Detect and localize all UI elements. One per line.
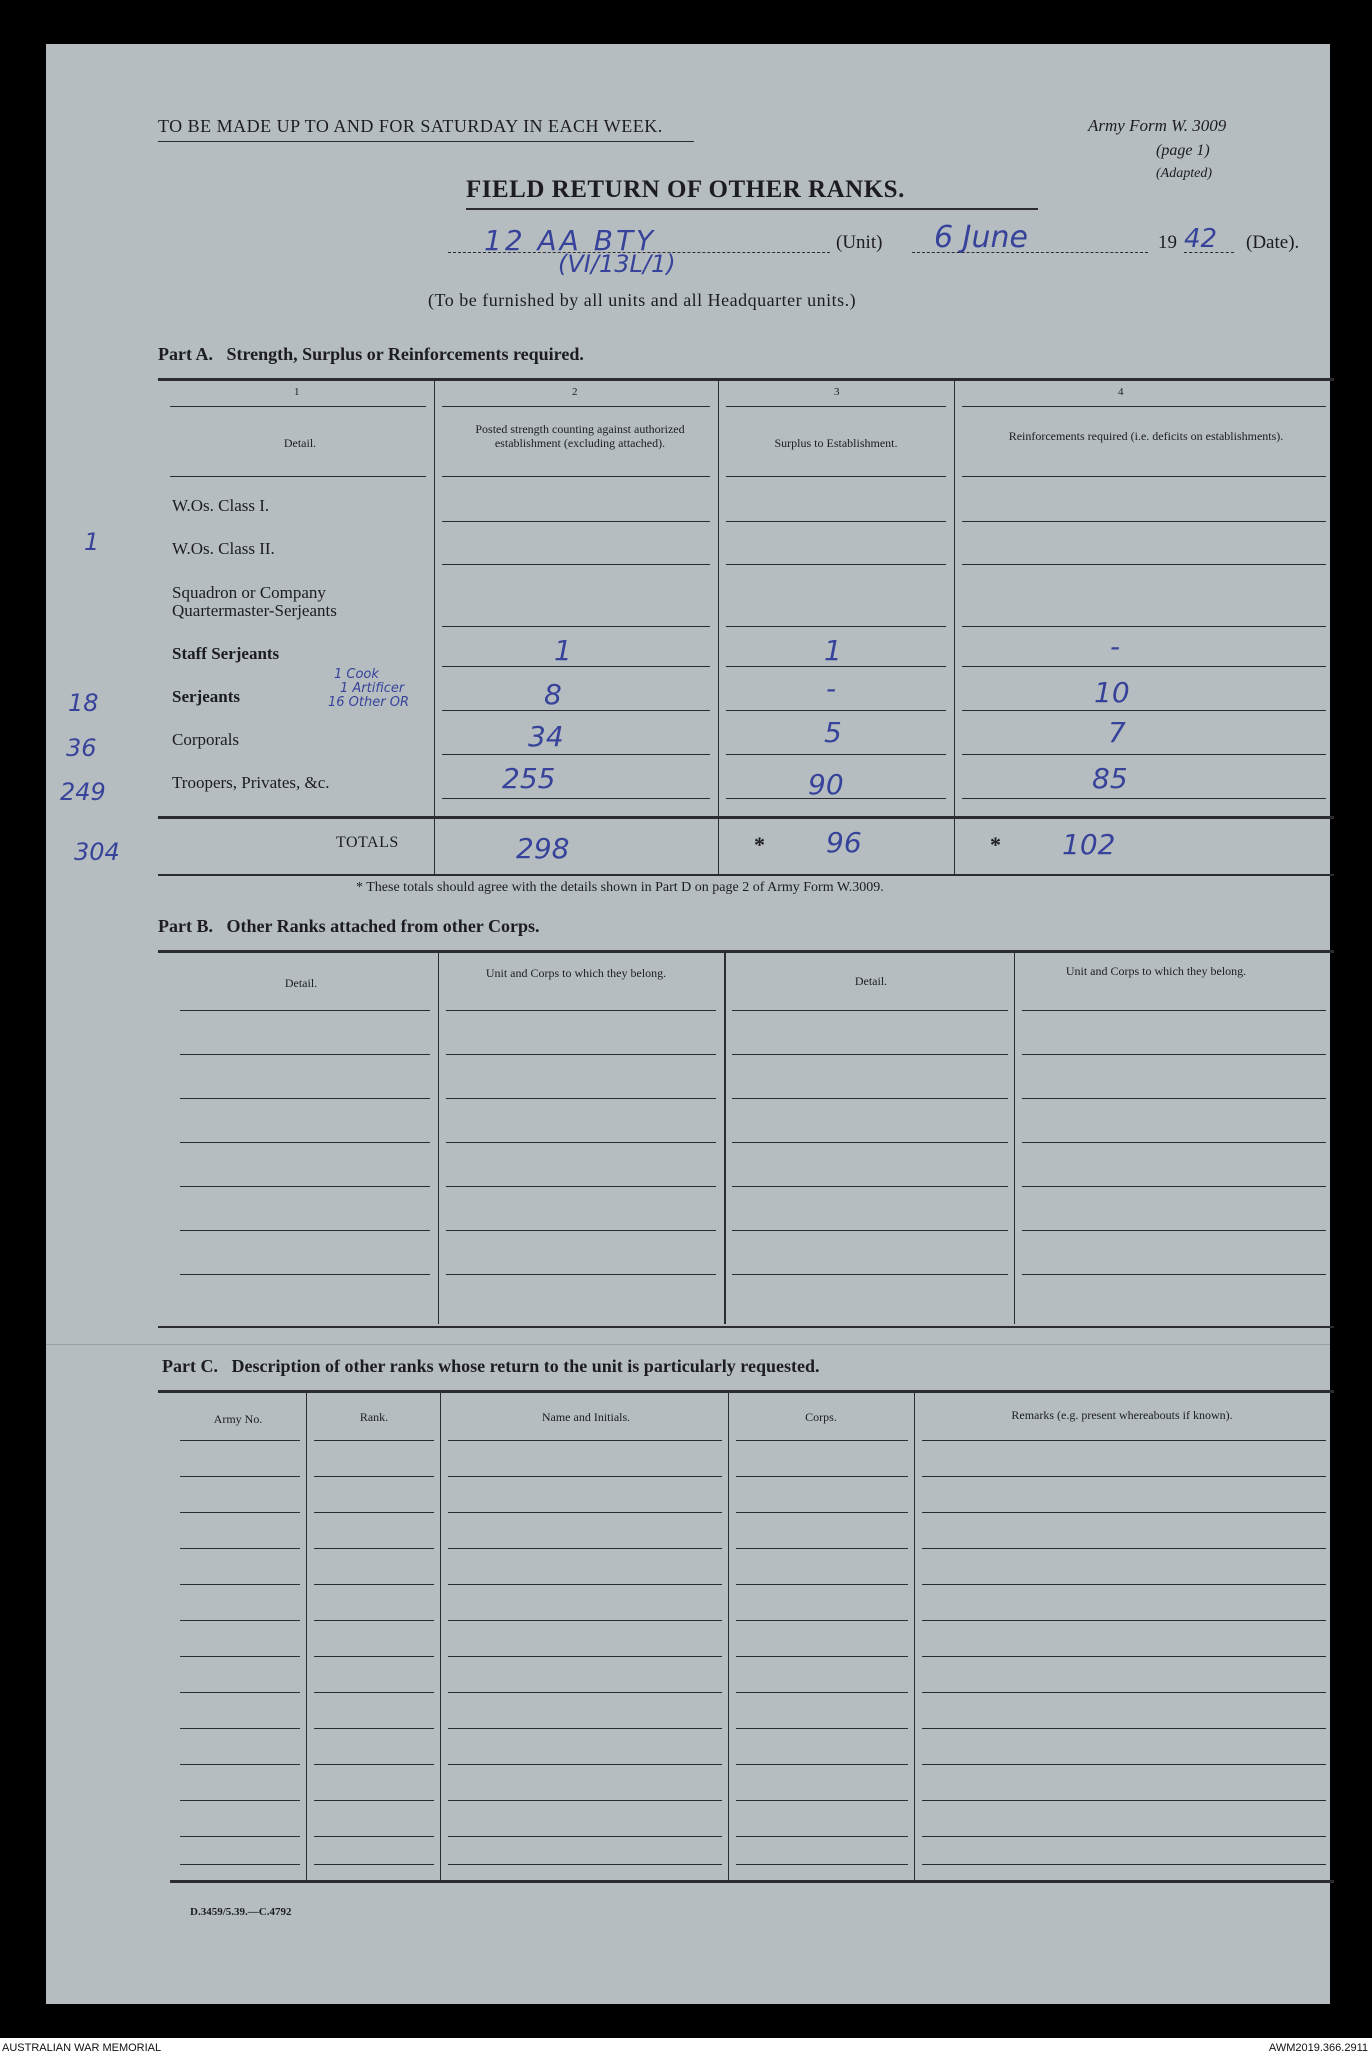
ruled-line bbox=[922, 1864, 1326, 1865]
row-rule bbox=[726, 710, 946, 711]
ruled-line bbox=[314, 1620, 434, 1621]
reinforcement-total: 102 bbox=[1062, 828, 1116, 861]
ruled-line bbox=[180, 1010, 430, 1011]
ruled-line bbox=[1022, 1054, 1326, 1055]
ruled-line bbox=[314, 1584, 434, 1585]
ruled-line bbox=[180, 1656, 300, 1657]
ruled-line bbox=[180, 1584, 300, 1585]
header-bottom-rule bbox=[726, 476, 946, 477]
ruled-line bbox=[180, 1142, 430, 1143]
ruled-line bbox=[446, 1274, 716, 1275]
row-rule bbox=[442, 754, 710, 755]
ruled-line bbox=[314, 1800, 434, 1801]
ruled-line bbox=[1022, 1142, 1326, 1143]
ruled-line bbox=[736, 1764, 908, 1765]
part-c-header: Rank. bbox=[359, 1410, 389, 1424]
col-number: 4 bbox=[1118, 386, 1124, 398]
ruled-line bbox=[180, 1476, 300, 1477]
year-value: 42 bbox=[1184, 224, 1218, 254]
reinforcement-value: - bbox=[1110, 630, 1121, 663]
row-rule bbox=[442, 626, 710, 627]
date-label: (Date). bbox=[1246, 232, 1300, 253]
totals-label: TOTALS bbox=[336, 834, 399, 851]
ruled-line bbox=[736, 1440, 908, 1441]
reinforcement-value: 10 bbox=[1094, 676, 1130, 709]
header-bottom-rule bbox=[442, 476, 710, 477]
part-b-header: Detail. bbox=[284, 976, 318, 990]
surplus-total: 96 bbox=[826, 826, 862, 859]
col-header-reinforcements: Reinforcements required (i.e. deficits on establishments). bbox=[1008, 429, 1284, 443]
ruled-line bbox=[1022, 1274, 1326, 1275]
ruled-line bbox=[180, 1274, 430, 1275]
ruled-line bbox=[736, 1800, 908, 1801]
unit-subcode: (VI/13L/1) bbox=[558, 250, 676, 278]
surplus-value: - bbox=[826, 672, 837, 705]
posted-value: 255 bbox=[502, 762, 556, 795]
ruled-line bbox=[922, 1476, 1326, 1477]
ruled-line bbox=[1022, 1230, 1326, 1231]
row-rule bbox=[442, 666, 710, 667]
row-rule bbox=[726, 666, 946, 667]
part-a-col-divider bbox=[718, 380, 719, 876]
ruled-line bbox=[314, 1864, 434, 1865]
header-bottom-rule bbox=[962, 476, 1326, 477]
ruled-line bbox=[922, 1692, 1326, 1693]
header-rule bbox=[442, 406, 710, 407]
row-rule bbox=[442, 564, 710, 565]
ruled-line bbox=[180, 1620, 300, 1621]
margin-tally: 18 bbox=[68, 689, 99, 717]
ruled-line bbox=[448, 1656, 722, 1657]
part-b-header: Detail. bbox=[854, 974, 888, 988]
ruled-line bbox=[732, 1142, 1008, 1143]
ruled-line bbox=[448, 1836, 722, 1837]
ruled-line bbox=[314, 1512, 434, 1513]
row-rule bbox=[726, 798, 946, 799]
part-a-title: Part A. Strength, Surplus or Reinforcements required. bbox=[158, 344, 584, 364]
part-b-title: Part B. Other Ranks attached from other Corps. bbox=[158, 916, 540, 936]
ruled-line bbox=[1022, 1010, 1326, 1011]
ruled-line bbox=[180, 1764, 300, 1765]
ruled-line bbox=[736, 1620, 908, 1621]
ruled-line bbox=[448, 1548, 722, 1549]
row-rule bbox=[962, 798, 1326, 799]
ruled-line bbox=[446, 1054, 716, 1055]
row-rule bbox=[962, 564, 1326, 565]
margin-tally: 249 bbox=[60, 778, 106, 806]
ruled-line bbox=[180, 1836, 300, 1837]
ruled-line bbox=[448, 1728, 722, 1729]
part-b-center-divider bbox=[724, 952, 726, 1324]
ruled-line bbox=[314, 1440, 434, 1441]
posted-value: 8 bbox=[544, 678, 562, 711]
col-header-detail: Detail. bbox=[283, 436, 317, 450]
row-rule bbox=[726, 626, 946, 627]
surplus-value: 90 bbox=[808, 768, 844, 801]
col-header-surplus: Surplus to Establishment. bbox=[774, 436, 898, 450]
row-detail: Serjeants bbox=[172, 687, 240, 706]
note-line: 16 Other OR bbox=[328, 695, 409, 710]
archive-footer bbox=[0, 2038, 1372, 2061]
ruled-line bbox=[446, 1010, 716, 1011]
note-line: 1 Cook bbox=[334, 667, 379, 682]
army-form-number: Army Form W. 3009 bbox=[1088, 116, 1227, 135]
ruled-line bbox=[1022, 1186, 1326, 1187]
unit-dotted-line bbox=[448, 252, 830, 253]
ruled-line bbox=[314, 1836, 434, 1837]
row-detail: W.Os. Class II. bbox=[172, 539, 275, 558]
totals-top-rule bbox=[158, 816, 1334, 819]
totals-footnote: * These totals should agree with the details shown in Part D on page 2 of Army Form W.3009. bbox=[356, 880, 884, 895]
part-b-col-divider bbox=[438, 952, 439, 1324]
adapted-label: (Adapted) bbox=[1156, 166, 1212, 181]
ruled-line bbox=[732, 1098, 1008, 1099]
ruled-line bbox=[732, 1010, 1008, 1011]
col-header-posted: Posted strength counting against authorized establishment (excluding attached). bbox=[475, 422, 685, 450]
row-rule bbox=[726, 521, 946, 522]
header-bottom-rule bbox=[170, 476, 426, 477]
ruled-line bbox=[314, 1764, 434, 1765]
part-b-bottom-rule bbox=[158, 1326, 1334, 1328]
ruled-line bbox=[180, 1230, 430, 1231]
asterisk-mark: * bbox=[754, 832, 765, 857]
part-b-header: Unit and Corps to which they belong. bbox=[1065, 964, 1247, 978]
ruled-line bbox=[736, 1548, 908, 1549]
ruled-line bbox=[180, 1800, 300, 1801]
row-detail: Troopers, Privates, &c. bbox=[172, 773, 330, 792]
ruled-line bbox=[314, 1656, 434, 1657]
ruled-line bbox=[922, 1440, 1326, 1441]
col-number: 2 bbox=[572, 386, 578, 398]
page-reference: (page 1) bbox=[1156, 142, 1210, 159]
form-page bbox=[46, 44, 1330, 2004]
ruled-line bbox=[314, 1476, 434, 1477]
ruled-line bbox=[922, 1656, 1326, 1657]
ruled-line bbox=[736, 1836, 908, 1837]
year-prefix: 19 bbox=[1158, 232, 1177, 253]
ruled-line bbox=[180, 1054, 430, 1055]
ruled-line bbox=[314, 1692, 434, 1693]
unit-label: (Unit) bbox=[836, 232, 883, 253]
part-b-header: Unit and Corps to which they belong. bbox=[485, 966, 667, 980]
ruled-line bbox=[732, 1274, 1008, 1275]
ruled-line bbox=[448, 1476, 722, 1477]
ruled-line bbox=[448, 1440, 722, 1441]
row-rule bbox=[726, 754, 946, 755]
header-rule bbox=[962, 406, 1326, 407]
ruled-line bbox=[922, 1548, 1326, 1549]
surplus-value: 5 bbox=[824, 716, 842, 749]
part-c-bottom-rule bbox=[170, 1880, 1334, 1883]
row-rule bbox=[726, 564, 946, 565]
year-dotted-line bbox=[1184, 252, 1234, 253]
ruled-line bbox=[180, 1512, 300, 1513]
row-rule bbox=[442, 521, 710, 522]
part-c-header: Remarks (e.g. present whereabouts if known). bbox=[1011, 1408, 1233, 1422]
ruled-line bbox=[732, 1054, 1008, 1055]
row-detail: Squadron or Company Quartermaster-Serjeants bbox=[172, 583, 337, 620]
ruled-line bbox=[922, 1836, 1326, 1837]
posted-value: 1 bbox=[554, 634, 572, 667]
ruled-line bbox=[446, 1186, 716, 1187]
ruled-line bbox=[922, 1764, 1326, 1765]
note-line: 1 Artificer bbox=[340, 681, 405, 696]
ruled-line bbox=[1022, 1098, 1326, 1099]
ruled-line bbox=[922, 1800, 1326, 1801]
col-number: 1 bbox=[294, 386, 300, 398]
surplus-value: 1 bbox=[824, 634, 842, 667]
ruled-line bbox=[922, 1620, 1326, 1621]
part-c-col-divider bbox=[306, 1392, 307, 1880]
row-rule bbox=[962, 666, 1326, 667]
ruled-line bbox=[922, 1728, 1326, 1729]
ruled-line bbox=[180, 1186, 430, 1187]
ruled-line bbox=[180, 1098, 430, 1099]
row-detail: Corporals bbox=[172, 730, 240, 749]
ruled-line bbox=[180, 1692, 300, 1693]
row-rule bbox=[962, 521, 1326, 522]
totals-bottom-rule bbox=[158, 874, 1334, 876]
part-c-header: Army No. bbox=[213, 1412, 263, 1426]
part-a-col-divider bbox=[954, 380, 955, 876]
ruled-line bbox=[736, 1692, 908, 1693]
row-rule bbox=[442, 798, 710, 799]
row-rule bbox=[962, 754, 1326, 755]
ruled-line bbox=[736, 1476, 908, 1477]
ruled-line bbox=[448, 1764, 722, 1765]
row-rule bbox=[962, 626, 1326, 627]
title-underline bbox=[466, 208, 1038, 210]
ruled-line bbox=[736, 1584, 908, 1585]
ruled-line bbox=[736, 1512, 908, 1513]
ruled-line bbox=[736, 1656, 908, 1657]
ruled-line bbox=[448, 1800, 722, 1801]
part-c-col-divider bbox=[440, 1392, 441, 1880]
part-b-top-rule bbox=[158, 950, 1334, 953]
header-rule bbox=[726, 406, 946, 407]
ruled-line bbox=[446, 1230, 716, 1231]
posted-total: 298 bbox=[516, 832, 570, 865]
margin-tally-total: 304 bbox=[74, 838, 120, 866]
ruled-line bbox=[448, 1864, 722, 1865]
ruled-line bbox=[180, 1548, 300, 1549]
print-code: D.3459/5.39.—C.4792 bbox=[190, 1906, 292, 1918]
instruction-underline bbox=[158, 141, 694, 142]
row-detail: Staff Serjeants bbox=[172, 644, 280, 663]
row-rule bbox=[962, 710, 1326, 711]
ruled-line bbox=[314, 1728, 434, 1729]
date-dotted-line bbox=[912, 252, 1148, 253]
part-a-col-divider bbox=[434, 380, 435, 876]
ruled-line bbox=[314, 1548, 434, 1549]
page-title: FIELD RETURN OF OTHER RANKS. bbox=[466, 176, 905, 203]
ruled-line bbox=[448, 1620, 722, 1621]
part-a-top-rule bbox=[158, 378, 1334, 381]
serjeant-breakdown-note bbox=[328, 667, 409, 710]
reinforcement-value: 85 bbox=[1092, 762, 1128, 795]
archive-name: AUSTRALIAN WAR MEMORIAL bbox=[2, 2042, 162, 2054]
ruled-line bbox=[736, 1728, 908, 1729]
unit-value: 12 AA BTY bbox=[484, 224, 657, 257]
col-number: 3 bbox=[834, 386, 840, 398]
row-detail: W.Os. Class I. bbox=[172, 496, 270, 515]
row-rule bbox=[442, 710, 710, 711]
asterisk-mark: * bbox=[990, 832, 1001, 857]
part-c-col-divider bbox=[914, 1392, 915, 1880]
reinforcement-value: 7 bbox=[1108, 716, 1126, 749]
ruled-line bbox=[448, 1512, 722, 1513]
part-b-col-divider bbox=[1014, 952, 1015, 1324]
part-c-col-divider bbox=[728, 1392, 729, 1880]
header-note: (To be furnished by all units and all Headquarter units.) bbox=[428, 290, 857, 310]
margin-tally: 36 bbox=[66, 734, 97, 762]
ruled-line bbox=[448, 1692, 722, 1693]
ruled-line bbox=[446, 1098, 716, 1099]
ruled-line bbox=[732, 1230, 1008, 1231]
ruled-line bbox=[180, 1440, 300, 1441]
paper-fold bbox=[46, 1344, 1330, 1345]
date-value: 6 June bbox=[934, 220, 1028, 255]
instruction-text: TO BE MADE UP TO AND FOR SATURDAY IN EACH WEEK. bbox=[158, 116, 663, 136]
archive-reference: AWM2019.366.2911 bbox=[1268, 2042, 1368, 2054]
ruled-line bbox=[922, 1512, 1326, 1513]
ruled-line bbox=[732, 1186, 1008, 1187]
part-c-top-rule bbox=[158, 1390, 1334, 1393]
part-c-header: Name and Initials. bbox=[541, 1410, 631, 1424]
ruled-line bbox=[180, 1864, 300, 1865]
header-rule bbox=[170, 406, 426, 407]
ruled-line bbox=[180, 1728, 300, 1729]
part-c-header: Corps. bbox=[805, 1410, 837, 1424]
margin-tally: 1 bbox=[84, 528, 100, 556]
posted-value: 34 bbox=[528, 720, 564, 753]
part-c-title: Part C. Description of other ranks whose return to the unit is particularly requested. bbox=[162, 1356, 820, 1376]
ruled-line bbox=[446, 1142, 716, 1143]
ruled-line bbox=[736, 1864, 908, 1865]
ruled-line bbox=[448, 1584, 722, 1585]
ruled-line bbox=[922, 1584, 1326, 1585]
